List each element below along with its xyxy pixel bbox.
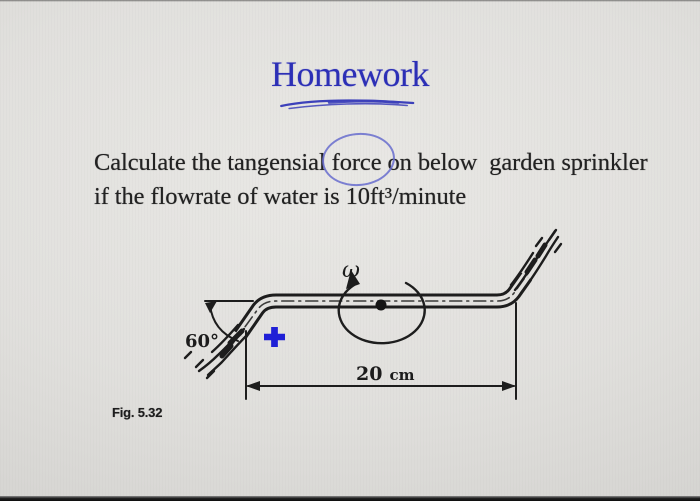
dimension-arrow-left (246, 381, 260, 391)
dimension-unit: cm (389, 366, 415, 384)
dimension-label (356, 363, 415, 385)
circled-word-text: force (331, 149, 382, 176)
figure-caption: Fig. 5.32 (112, 405, 163, 420)
water-spray-right (511, 230, 561, 293)
problem-line1-after: on below garden sprinkler (381, 149, 648, 176)
problem-line-2: if the flowrate of water is 10ft³/minute (94, 183, 467, 210)
rotation-arrow-arc (339, 283, 425, 343)
problem-line1-before: Calculate the tangensial (94, 149, 332, 176)
page-title: Homework (271, 54, 429, 94)
omega-label: ω (342, 258, 360, 283)
angle-label: 60° (185, 331, 220, 352)
pivot-dot (376, 300, 387, 311)
dimension-arrow-right (502, 381, 516, 391)
photo-bottom-black-bar (0, 496, 700, 501)
dimension-value: 20 (356, 363, 383, 385)
angle-arc-arrowhead (205, 301, 217, 313)
